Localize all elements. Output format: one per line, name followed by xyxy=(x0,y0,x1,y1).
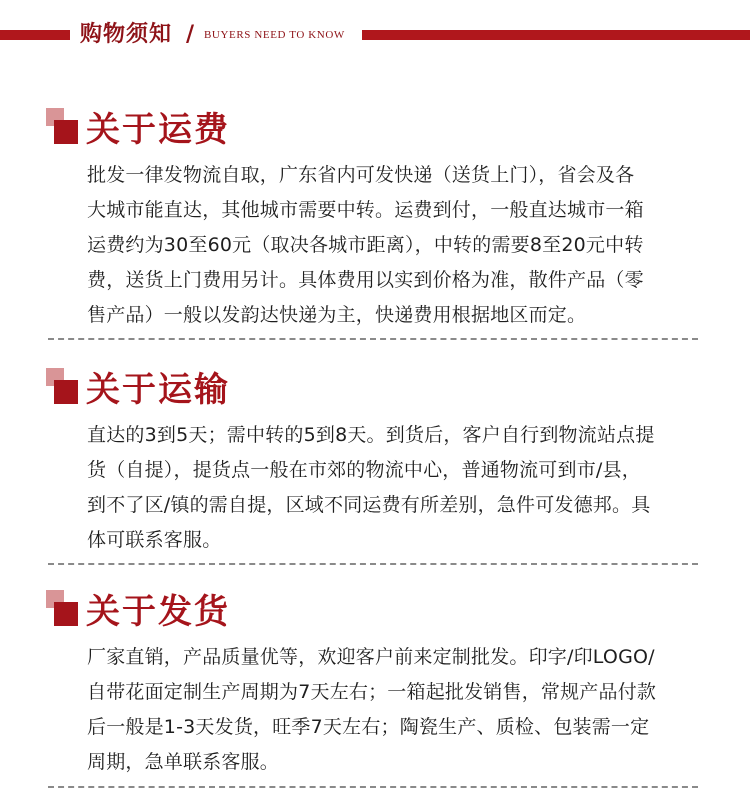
body-line: 直达的3到5天；需中转的5到8天。到货后，客户自行到物流站点提 xyxy=(87,424,655,446)
body-line: 货（自提），提货点一般在市郊的物流中心，普通物流可到市/县， xyxy=(87,459,641,481)
section-title: 关于发货 xyxy=(86,592,230,632)
body-line: 到不了区/镇的需自提，区域不同运费有所差别，急件可发德邦。具 xyxy=(87,494,651,516)
body-line: 体可联系客服。 xyxy=(87,529,222,551)
square-bullet-icon xyxy=(54,602,78,626)
dashed-divider xyxy=(48,563,698,565)
banner-bar-left xyxy=(0,30,70,40)
section-title: 关于运输 xyxy=(86,370,230,410)
section-delivery xyxy=(0,590,750,785)
square-bullet-icon xyxy=(54,380,78,404)
banner-bar-right xyxy=(362,30,750,40)
body-line: 自带花面定制生产周期为7天左右；一箱起批发销售，常规产品付款 xyxy=(87,681,657,703)
section-header xyxy=(46,108,346,152)
header-banner xyxy=(0,18,750,50)
banner-slash: / xyxy=(186,21,195,47)
dashed-divider xyxy=(48,786,698,788)
body-line: 后一般是1-3天发货，旺季7天左右；陶瓷生产、质检、包装需一定 xyxy=(87,716,650,738)
section-transport xyxy=(0,368,750,563)
dashed-divider xyxy=(48,338,698,340)
body-line: 运费约为30至60元（取决各城市距离），中转的需要8至20元中转 xyxy=(87,234,644,256)
section-header xyxy=(46,368,346,412)
body-line: 周期，急单联系客服。 xyxy=(87,751,280,773)
body-line: 批发一律发物流自取，广东省内可发快递（送货上门），省会及各 xyxy=(87,164,635,186)
body-line: 费，送货上门费用另计。具体费用以实到价格为准，散件产品（零 xyxy=(87,269,644,291)
banner-title: 购物须知 xyxy=(80,21,173,47)
body-line: 厂家直销，产品质量优等，欢迎客户前来定制批发。印字/印LOGO/ xyxy=(87,646,655,668)
section-body xyxy=(87,418,712,558)
section-body xyxy=(87,640,712,780)
section-header xyxy=(46,590,346,634)
section-title: 关于运费 xyxy=(86,110,230,150)
body-line: 售产品）一般以发韵达快递为主，快递费用根据地区而定。 xyxy=(87,304,587,326)
banner-subtitle: BUYERS NEED TO KNOW xyxy=(204,29,345,41)
body-line: 大城市能直达，其他城市需要中转。运费到付，一般直达城市一箱 xyxy=(87,199,644,221)
section-body xyxy=(87,158,712,333)
square-bullet-icon xyxy=(54,120,78,144)
section-shipping-fee xyxy=(0,108,750,343)
